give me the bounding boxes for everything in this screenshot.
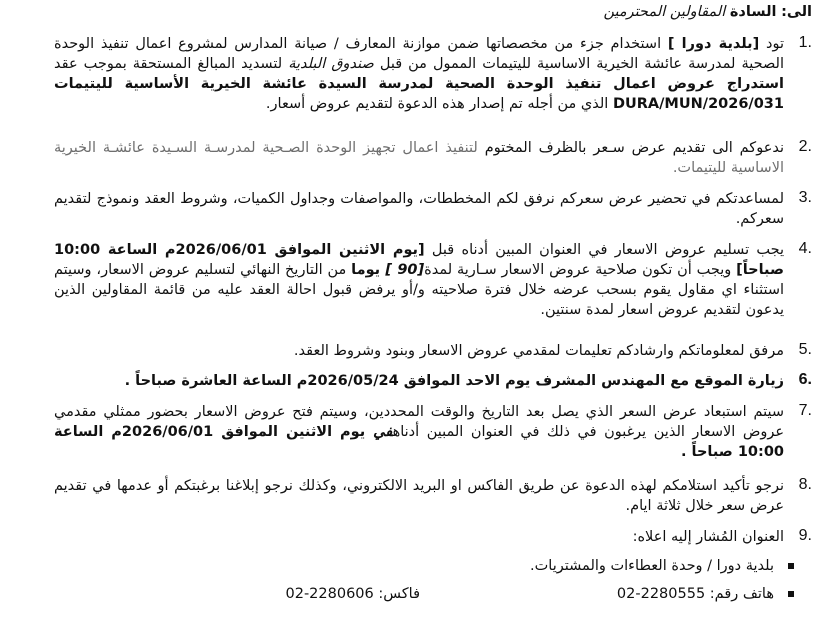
phone-label: هاتف رقم:: [709, 586, 774, 602]
submission-deadline: [يوم الاثنين الموافق 2026/06/01م الساعة 10:00 صباحاً]: [54, 242, 784, 278]
list-item-3: [54, 189, 812, 229]
list-item-5: [54, 341, 812, 361]
item-text: [54, 402, 784, 462]
text-run: يجب تسليم عروض الاسعار في العنوان المبين أدناه قبل: [424, 242, 785, 258]
list-item-2: [54, 138, 812, 178]
item-text: [54, 34, 784, 114]
text-run: لتسديد المبالغ المستحقة بموجب عقد: [54, 56, 289, 72]
item-text: مرفق لمعلوماتكم وارشادكم تعليمات لمقدمي عروض الاسعار وبنود وشروط العقد.: [293, 343, 784, 359]
bullet-icon: [788, 563, 794, 569]
fund-name: صندوق البلدية: [288, 56, 374, 72]
item-number: 7.: [798, 402, 812, 419]
text-run: من التاريخ النهائي لتسليم عروض الاسعار، وسيتم استثناء اي مقاول يقوم بسحب عرضه خلال فترة صلاحيته و/أو يرفض قبول احالة العقد عليه من قائمة المقاولين الذين يدعون لتقديم عروض اسعار لمدة سنتين.: [54, 262, 784, 318]
scope-of-work: لتنفيذ اعمال تجهيز الوحدة الصـحية لمدرسـة السـيدة عائشـة الخيرية الاساسية لليتيمات.: [54, 140, 784, 176]
text-run: استخدام جزء من مخصصاتها ضمن موازنة المعارف / صيانة المدارس لمشروع اعمال تنفيذ الوحدة الصحية لمدرسة عائشة الخيرية الاساسية لليتيمات الممول من قبل: [54, 36, 784, 72]
municipality-unit: بلدية دورا / وحدة العطاءات والمشتريات.: [530, 558, 774, 574]
item-text: لمساعدتكم في تحضير عرض سعركم نرفق لكم المخططات، والمواصفات وجداول الكميات، وشروط العقد ونموذج لتقديم سعركم.: [54, 191, 784, 227]
validity-days: [90 ]: [385, 262, 425, 278]
phone-number: 02-2280555: [616, 586, 706, 602]
item-number: 9.: [798, 527, 812, 544]
opening-date: يوم الاثنين الموافق 2026/06/01م الساعة 10:00 صباحاً .: [54, 424, 784, 460]
item-number: 8.: [798, 476, 812, 493]
validity-unit: يوما: [351, 262, 386, 278]
item-text: نرجو تأكيد استلامكم لهذه الدعوة عن طريق الفاكس او البريد الالكتروني، وكذلك نرجو إبلاغنا برغبتكم أو عدمها في تقديم عرض سعر خلال ثلاثة ايام.: [54, 478, 784, 514]
fax-line: [286, 586, 421, 602]
fax-number: 02-2280606: [285, 586, 374, 602]
text-run: ندعوكم الى تقديم عرض سـعر بالظرف المختوم: [477, 140, 785, 156]
item-number: 4.: [798, 240, 812, 257]
item-number: 3.: [798, 189, 812, 206]
salutation-recipients: المقاولين المحترمين: [603, 4, 726, 20]
list-item-7: [54, 402, 812, 462]
bullet-icon: [788, 591, 794, 597]
fax-label: فاكس:: [378, 586, 420, 602]
item-number: 1.: [798, 34, 812, 51]
contract-reference: DURA/MUN/2026/031: [612, 96, 784, 112]
item-number: 5.: [798, 341, 812, 358]
municipality-name: [بلدية دورا ]: [667, 36, 760, 52]
item-number: 2.: [798, 138, 812, 155]
text-run: الذي من أجله تم إصدار هذه الدعوة لتقديم عروض أسعار.: [265, 96, 613, 112]
item-text: [54, 138, 784, 178]
item-number: 6.: [798, 371, 812, 388]
salutation-line: [603, 4, 812, 20]
salutation-label: الى:: [781, 4, 812, 20]
text-run: سيتم استبعاد عرض السعر الذي يصل بعد التاريخ والوقت المحددين، وسيتم فتح عروض الاسعار بحضور ممثلي مقدمي عروض الاسعار الذين يرغبون في ذلك في العنوان المبين أدناه: [54, 404, 784, 440]
address-bullet-municipality: [530, 558, 794, 574]
salutation-bold: السادة: [729, 4, 777, 20]
list-item-1: [54, 34, 812, 114]
list-item-9: [54, 527, 812, 547]
list-item-4: [54, 240, 812, 320]
project-title: استدراج عروض اعمال تنفيذ الوحدة الصحية لمدرسة السيدة عائشة الخيرية الأساسية لليتيمات: [54, 76, 784, 92]
list-item-8: [54, 476, 812, 516]
list-item-6: [54, 371, 812, 391]
text-run: ويجب أن تكون صلاحية عروض الاسعار سـارية لمدة: [424, 262, 737, 278]
address-bullet-phone: [617, 586, 794, 602]
site-visit-text: زيارة الموقع مع المهندس المشرف يوم الاحد الموافق 2026/05/24م الساعة العاشرة صباحاً .: [124, 373, 784, 389]
address-heading: العنوان المُشار إليه اعلاه:: [632, 529, 784, 545]
item-text: [54, 240, 784, 320]
text-run: في: [373, 424, 393, 440]
text-run: تود: [759, 36, 785, 52]
